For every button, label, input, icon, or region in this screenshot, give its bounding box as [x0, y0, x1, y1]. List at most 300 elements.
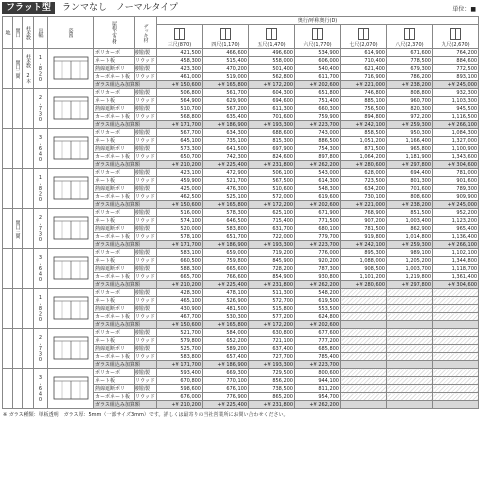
bay-label: 間口三間: [13, 209, 23, 249]
price-cell: 719,200: [249, 249, 295, 257]
price-cell: 530,300: [203, 313, 249, 321]
price-cell: 462,500: [157, 193, 203, 201]
price-cell: +¥ 245,000: [433, 201, 479, 209]
depth-col-4: [341, 25, 387, 49]
price-cell: 1,014,800: [387, 233, 433, 241]
roof-material: ネート板: [94, 257, 135, 265]
deck-material: 樹脂製: [135, 65, 157, 73]
price-cell: 909,900: [433, 193, 479, 201]
price-cell: 665,600: [203, 265, 249, 273]
price-cell: +¥ 193,300: [249, 241, 295, 249]
depth-diagram-icon: [358, 28, 369, 40]
price-cell: 800,600: [295, 369, 341, 377]
price-cell: 458,300: [157, 57, 203, 65]
roof-material: カーボネート板: [94, 393, 135, 401]
section-marker: [3, 329, 13, 369]
page-header: [0, 0, 480, 16]
bay-label: [13, 369, 23, 409]
price-cell: 738,500: [249, 385, 295, 393]
post-label: [23, 129, 34, 169]
price-cell: 1,166,400: [387, 137, 433, 145]
depth-col-0: [157, 25, 203, 49]
price-cell: [387, 377, 433, 385]
price-cell: [387, 305, 433, 313]
price-cell: 972,200: [387, 113, 433, 121]
price-cell: 631,700: [249, 225, 295, 233]
price-cell: 694,400: [387, 169, 433, 177]
elevation-diagram-icon: [51, 374, 91, 402]
depth-header: 奥行/呼称奥行(D): [157, 17, 479, 25]
header-row: [3, 17, 479, 25]
price-cell: 520,000: [157, 225, 203, 233]
price-cell: [387, 401, 433, 409]
price-cell: 476,300: [203, 185, 249, 193]
price-cell: 772,500: [433, 65, 479, 73]
price-cell: +¥ 280,600: [341, 281, 387, 289]
price-cell: 589,200: [203, 345, 249, 353]
price-cell: 824,600: [249, 153, 295, 161]
price-cell: 506,800: [157, 89, 203, 97]
price-cell: 811,200: [295, 385, 341, 393]
price-cell: 652,200: [203, 337, 249, 345]
price-cell: +¥ 172,200: [249, 321, 295, 329]
elevation-figure: [48, 329, 94, 369]
price-cell: 952,200: [433, 209, 479, 217]
price-cell: 534,900: [295, 49, 341, 57]
roof-material: ネート板: [94, 57, 135, 65]
deck-material: 樹脂製: [135, 385, 157, 393]
price-cell: 519,000: [203, 73, 249, 81]
price-row: [3, 249, 479, 257]
price-cell: [433, 393, 479, 401]
price-cell: +¥ 202,600: [295, 81, 341, 89]
width-label: 2,730: [34, 209, 48, 249]
price-cell: 651,800: [295, 89, 341, 97]
price-cell: 577,200: [249, 313, 295, 321]
price-cell: 907,200: [341, 217, 387, 225]
price-cell: 885,100: [341, 97, 387, 105]
depth-label: 八尺(2,370): [395, 42, 424, 48]
width-label: 3,640: [34, 129, 48, 169]
column-header-c2: 間口: [13, 17, 23, 49]
price-cell: 685,800: [295, 345, 341, 353]
price-cell: 611,700: [295, 73, 341, 81]
depth-diagram-icon: [174, 28, 185, 40]
roof-material: カーボネート板: [94, 113, 135, 121]
elevation-diagram-icon: [51, 214, 91, 242]
price-cell: 871,500: [341, 145, 387, 153]
price-cell: 945,500: [433, 105, 479, 113]
price-cell: 1,102,100: [433, 249, 479, 257]
price-cell: 421,500: [157, 49, 203, 57]
elevation-figure: [48, 89, 94, 129]
price-row: [3, 369, 479, 377]
price-cell: 461,000: [157, 73, 203, 81]
price-cell: 820,300: [387, 105, 433, 113]
column-header-c5: 姿図: [48, 17, 94, 49]
price-cell: 619,500: [295, 297, 341, 305]
price-cell: [387, 329, 433, 337]
deck-material: リウッド: [135, 73, 155, 80]
column-header-c6: 屋根ふき材: [94, 17, 135, 49]
price-cell: 701,600: [249, 113, 295, 121]
price-cell: +¥ 245,000: [433, 81, 479, 89]
price-cell: 567,200: [203, 105, 249, 113]
price-cell: 641,500: [203, 145, 249, 153]
depth-label: 五尺(1,470): [257, 42, 286, 48]
price-cell: 604,300: [249, 89, 295, 97]
price-cell: 564,900: [157, 97, 203, 105]
price-cell: 851,500: [387, 209, 433, 217]
price-cell: 1,361,400: [433, 273, 479, 281]
price-cell: 862,900: [387, 225, 433, 233]
price-cell: 629,900: [203, 97, 249, 105]
price-cell: 562,800: [249, 73, 295, 81]
price-cell: 801,300: [387, 177, 433, 185]
price-cell: 459,900: [157, 177, 203, 185]
price-cell: 944,100: [295, 377, 341, 385]
price-cell: 1,181,900: [387, 153, 433, 161]
roof-material: ポリカーボ: [94, 329, 135, 337]
deck-material: 樹脂製: [135, 49, 157, 57]
price-cell: 606,000: [295, 57, 341, 65]
price-cell: +¥ 150,600: [157, 201, 203, 209]
width-label: 1,820: [34, 289, 48, 329]
elevation-diagram-icon: [51, 54, 91, 82]
bay-label: [13, 129, 23, 169]
deck-material: 樹脂製: [135, 129, 157, 137]
price-cell: 1,088,000: [341, 257, 387, 265]
roof-material: ネート板: [94, 177, 135, 185]
price-cell: 716,900: [341, 73, 387, 81]
price-cell: 815,300: [249, 137, 295, 145]
roof-material: 熱線遮断ポリ: [94, 225, 135, 233]
price-cell: 965,400: [433, 225, 479, 233]
roof-material: ガラス組込み加算額: [94, 161, 157, 169]
roof-material: ネート板: [94, 217, 135, 225]
price-cell: 579,800: [157, 337, 203, 345]
price-cell: +¥ 165,800: [203, 81, 249, 89]
deck-material: 樹脂製: [135, 289, 157, 297]
price-cell: [433, 385, 479, 393]
price-cell: 950,300: [387, 129, 433, 137]
price-cell: [387, 361, 433, 369]
roof-material: ポリカーボ: [94, 129, 135, 137]
price-cell: 515,800: [249, 305, 295, 313]
price-cell: 932,300: [433, 89, 479, 97]
price-cell: 465,100: [157, 297, 203, 305]
post-label: 柱本数 2本: [23, 49, 34, 89]
price-cell: 628,000: [341, 169, 387, 177]
price-cell: +¥ 266,100: [433, 241, 479, 249]
price-cell: [387, 345, 433, 353]
post-label: [23, 329, 34, 369]
depth-col-3: [295, 25, 341, 49]
roof-material: ネート板: [94, 137, 135, 145]
price-cell: 893,100: [433, 73, 479, 81]
price-cell: [433, 297, 479, 305]
price-cell: 886,500: [295, 137, 341, 145]
price-cell: 770,100: [203, 377, 249, 385]
price-cell: [341, 289, 387, 297]
price-cell: 525,100: [203, 193, 249, 201]
depth-diagram-icon: [312, 28, 323, 40]
deck-material: リウッド: [135, 337, 155, 344]
price-cell: +¥ 221,000: [341, 81, 387, 89]
price-cell: 583,800: [157, 353, 203, 361]
deck-material: リウッド: [135, 233, 155, 240]
roof-material: 熱線遮断ポリ: [94, 65, 135, 73]
price-cell: 894,800: [341, 113, 387, 121]
roof-material: 熱線遮断ポリ: [94, 345, 135, 353]
price-cell: 808,600: [387, 193, 433, 201]
roof-material: カーボネート板: [94, 233, 135, 241]
roof-material: ガラス組込み加算額: [94, 361, 157, 369]
width-label: 2,730: [34, 89, 48, 129]
deck-material: 樹脂製: [135, 89, 157, 97]
price-cell: 1,100,900: [433, 145, 479, 153]
price-cell: 670,800: [157, 377, 203, 385]
price-cell: 659,000: [203, 249, 249, 257]
price-cell: 676,000: [157, 393, 203, 401]
price-cell: [387, 289, 433, 297]
price-cell: 470,200: [203, 65, 249, 73]
depth-label: 六尺(1,770): [303, 42, 332, 48]
depth-label: 七尺(2,070): [349, 42, 378, 48]
elevation-figure: [48, 289, 94, 329]
price-cell: [341, 369, 387, 377]
roof-material: ガラス組込み加算額: [94, 281, 157, 289]
price-cell: [433, 305, 479, 313]
price-cell: 786,200: [387, 73, 433, 81]
price-cell: 735,100: [203, 137, 249, 145]
elevation-diagram-icon: [51, 294, 91, 322]
price-row: [3, 89, 479, 97]
price-cell: 624,800: [295, 313, 341, 321]
price-cell: +¥ 186,900: [203, 121, 249, 129]
price-cell: [341, 401, 387, 409]
deck-material: リウッド: [135, 153, 155, 160]
price-cell: 561,700: [203, 89, 249, 97]
width-label: 3,640: [34, 249, 48, 289]
price-cell: [341, 353, 387, 361]
type-tag: フラット型: [2, 2, 55, 14]
elevation-figure: [48, 169, 94, 209]
roof-material: ガラス組込み加算額: [94, 201, 157, 209]
price-row: [3, 49, 479, 57]
price-cell: 1,103,300: [433, 97, 479, 105]
price-cell: 785,400: [295, 353, 341, 361]
roof-material: ポリカーボ: [94, 249, 135, 257]
price-cell: 697,900: [249, 145, 295, 153]
depth-diagram-icon: [220, 28, 231, 40]
price-cell: [433, 329, 479, 337]
depth-diagram-icon: [266, 28, 277, 40]
roof-material: 熱線遮断ポリ: [94, 105, 135, 113]
deck-material: リウッド: [135, 297, 155, 304]
price-cell: 553,500: [295, 305, 341, 313]
price-cell: +¥ 262,200: [295, 401, 341, 409]
price-cell: 671,900: [295, 209, 341, 217]
price-cell: +¥ 225,400: [203, 401, 249, 409]
price-cell: 722,000: [249, 233, 295, 241]
price-cell: +¥ 210,200: [157, 401, 203, 409]
price-cell: 525,700: [157, 345, 203, 353]
price-cell: 1,118,700: [433, 265, 479, 273]
roof-material: カーボネート板: [94, 153, 135, 161]
price-cell: +¥ 165,800: [203, 321, 249, 329]
depth-label: 三尺(870): [167, 42, 192, 48]
price-cell: +¥ 193,300: [249, 121, 295, 129]
price-cell: [433, 361, 479, 369]
price-cell: +¥ 259,300: [387, 241, 433, 249]
price-row: [3, 289, 479, 297]
price-cell: 771,500: [295, 217, 341, 225]
price-cell: +¥ 297,800: [387, 161, 433, 169]
price-cell: 679,300: [387, 65, 433, 73]
roof-material: カーボネート板: [94, 353, 135, 361]
price-cell: +¥ 304,600: [433, 281, 479, 289]
roof-material: 熱線遮断ポリ: [94, 185, 135, 193]
section-marker: [3, 89, 13, 129]
price-cell: 781,500: [341, 225, 387, 233]
price-cell: 634,200: [341, 185, 387, 193]
width-label: 2,730: [34, 329, 48, 369]
price-cell: 1,205,200: [387, 257, 433, 265]
price-cell: +¥ 297,800: [387, 281, 433, 289]
price-cell: +¥ 223,700: [295, 241, 341, 249]
price-cell: 1,219,800: [387, 273, 433, 281]
price-cell: 1,064,200: [341, 153, 387, 161]
price-cell: 723,500: [341, 177, 387, 185]
price-cell: 625,100: [249, 209, 295, 217]
deck-material: 樹脂製: [135, 105, 157, 113]
price-cell: 614,300: [295, 177, 341, 185]
price-cell: 634,300: [203, 129, 249, 137]
price-cell: [387, 353, 433, 361]
price-cell: 919,800: [341, 233, 387, 241]
roof-material: 熱線遮断ポリ: [94, 385, 135, 393]
roof-material: 熱線遮断ポリ: [94, 305, 135, 313]
price-cell: 901,600: [433, 177, 479, 185]
column-header-c1: 地: [3, 17, 13, 49]
price-cell: 567,500: [249, 177, 295, 185]
deck-material: 樹脂製: [135, 249, 157, 257]
roof-material: ガラス組込み加算額: [94, 241, 157, 249]
price-cell: 779,700: [295, 233, 341, 241]
price-cell: 660,500: [157, 257, 203, 265]
price-row: [3, 329, 479, 337]
roof-material: ポリカーボ: [94, 49, 135, 57]
column-header-c3: 柱本数: [23, 17, 34, 49]
price-cell: 651,700: [203, 233, 249, 241]
price-cell: 425,000: [157, 185, 203, 193]
roof-material: ポリカーボ: [94, 169, 135, 177]
roof-material: ネート板: [94, 97, 135, 105]
deck-material: リウッド: [135, 97, 155, 104]
price-cell: 680,100: [295, 225, 341, 233]
price-cell: 588,300: [157, 265, 203, 273]
price-cell: +¥ 210,200: [157, 161, 203, 169]
price-cell: 908,500: [341, 265, 387, 273]
price-cell: +¥ 223,700: [295, 361, 341, 369]
price-cell: 676,100: [203, 385, 249, 393]
price-cell: [433, 377, 479, 385]
price-cell: 593,400: [157, 369, 203, 377]
price-cell: [433, 353, 479, 361]
price-cell: 521,700: [203, 177, 249, 185]
price-cell: 688,600: [249, 129, 295, 137]
deck-material: リウッド: [135, 137, 155, 144]
roof-material: ネート板: [94, 337, 135, 345]
price-cell: +¥ 262,200: [295, 281, 341, 289]
price-cell: [341, 321, 387, 329]
price-cell: [433, 401, 479, 409]
page-title: ランマなし ノーマルタイプ: [62, 3, 178, 13]
elevation-diagram-icon: [51, 254, 91, 282]
price-cell: 778,500: [387, 57, 433, 65]
price-row: [3, 129, 479, 137]
price-cell: +¥ 231,800: [249, 161, 295, 169]
price-cell: 965,800: [387, 145, 433, 153]
price-cell: 701,600: [387, 185, 433, 193]
footnote: ※ ガラス種類：単板透明 ガラス厚：5mm（一部サイズ3mm）です。詳しくは最寄りの当社営業所にお問い合わせください。: [3, 412, 289, 418]
deck-material: 樹脂製: [135, 209, 157, 217]
depth-label: 四尺(1,170): [211, 42, 240, 48]
price-cell: [433, 321, 479, 329]
price-cell: [387, 313, 433, 321]
price-cell: 645,100: [157, 137, 203, 145]
column-header-c4: 出幅: [34, 17, 48, 49]
price-cell: [387, 385, 433, 393]
price-cell: 960,700: [387, 97, 433, 105]
price-cell: 897,800: [295, 153, 341, 161]
price-cell: 756,500: [341, 105, 387, 113]
price-cell: +¥ 202,600: [295, 201, 341, 209]
price-cell: 578,100: [157, 233, 203, 241]
price-cell: 423,100: [157, 169, 203, 177]
roof-material: カーボネート板: [94, 313, 135, 321]
price-cell: [341, 377, 387, 385]
roof-material: ガラス組込み加算額: [94, 401, 157, 409]
price-cell: 619,600: [295, 193, 341, 201]
price-cell: [341, 337, 387, 345]
price-cell: 543,000: [295, 169, 341, 177]
price-cell: [341, 297, 387, 305]
price-cell: 567,700: [157, 129, 203, 137]
price-cell: 787,300: [295, 265, 341, 273]
price-cell: +¥ 266,100: [433, 121, 479, 129]
price-row: [3, 209, 479, 217]
roof-material: ポリカーボ: [94, 289, 135, 297]
price-cell: [387, 393, 433, 401]
deck-material: 樹脂製: [135, 369, 157, 377]
price-cell: +¥ 172,200: [249, 201, 295, 209]
price-cell: +¥ 150,600: [157, 321, 203, 329]
price-cell: 727,700: [249, 353, 295, 361]
deck-material: リウッド: [135, 393, 155, 400]
price-cell: +¥ 171,700: [157, 121, 203, 129]
price-cell: [341, 305, 387, 313]
section-marker: [3, 369, 13, 409]
depth-diagram-icon: [404, 28, 415, 40]
price-cell: 1,101,200: [341, 273, 387, 281]
deck-material: 樹脂製: [135, 329, 157, 337]
price-cell: 764,200: [433, 49, 479, 57]
price-cell: 746,800: [341, 89, 387, 97]
price-cell: +¥ 193,300: [249, 361, 295, 369]
price-cell: [341, 361, 387, 369]
